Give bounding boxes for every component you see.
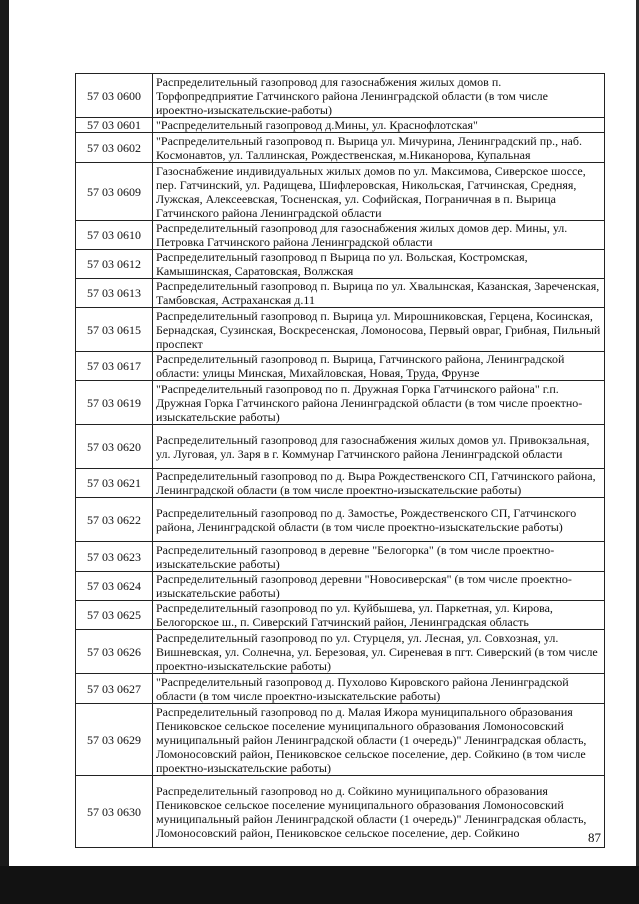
object-description-cell: Распределительный газопровод для газоснабжения жилых домов п. Торфопредприятие Гатчинского района Ленинградской области (в том числе ироектно-изыскательские-работы) — [153, 74, 605, 118]
table-row — [76, 542, 605, 572]
object-code-cell: 57 03 0617 — [76, 352, 153, 381]
object-code-cell: 57 03 0630 — [76, 776, 153, 848]
object-code-cell: 57 03 0613 — [76, 279, 153, 308]
table-row — [76, 425, 605, 469]
table-body — [76, 74, 605, 848]
table-row — [76, 630, 605, 674]
table-row — [76, 381, 605, 425]
object-description-cell: Газоснабжение индивидуальных жилых домов по ул. Максимова, Сиверское шоссе, пер. Гатчинский, ул. Радищева, Шифлеровская, Никольская, Гатчинская, Средняя, Лужская, Алексеевская, Тосненская, ул. Софийская, Пограничная в п. Вырица Гатчинского района Ленинградской области — [153, 163, 605, 221]
table-row — [76, 221, 605, 250]
object-code-cell: 57 03 0624 — [76, 572, 153, 601]
object-code-cell: 57 03 0610 — [76, 221, 153, 250]
object-description-cell: Распределительный газопровод по ул. Куйбышева, ул. Паркетная, ул. Кирова, Белогорское ш., п. Сиверский Гатчинский район, Ленинградская область — [153, 601, 605, 630]
object-description-cell: Распределительный газопровод п. Вырица по ул. Хвалынская, Казанская, Зареченская, Тамбовская, Астраханская д.11 — [153, 279, 605, 308]
table-row — [76, 74, 605, 118]
object-code-cell: 57 03 0600 — [76, 74, 153, 118]
object-description-cell: Распределительный газопровод деревни "Новосиверская" (в том числе проектно-изыскательские работы) — [153, 572, 605, 601]
object-code-cell: 57 03 0627 — [76, 674, 153, 704]
object-description-cell: Распределительный газопровод в деревне "Белогорка" (в том числе проектно-изыскательские работы) — [153, 542, 605, 572]
page-number: 87 — [588, 830, 601, 845]
table-row — [76, 674, 605, 704]
table-row — [76, 118, 605, 133]
table-row — [76, 469, 605, 498]
table-row — [76, 498, 605, 542]
scan-edge-bottom — [0, 866, 639, 904]
object-description-cell: Распределительный газопровод по д. Замостье, Рождественского СП, Гатчинского района, Ленинградской области (в том числе проектно-изыскательские работы) — [153, 498, 605, 542]
table-row — [76, 601, 605, 630]
object-description-cell: Распределительный газопровод для газоснабжения жилых домов ул. Привокзальная, ул. Луговая, ул. Заря в г. Коммунар Гатчинского района Ленинградской области — [153, 425, 605, 469]
table-row — [76, 308, 605, 352]
object-description-cell: Распределительный газопровод по д. Выра Рождественского СП, Гатчинского района, Ленинградской области (в том числе проектно-изыскательские работы) — [153, 469, 605, 498]
object-description-cell: "Распределительный газопровод по п. Дружная Горка Гатчинского района" г.п. Дружная Горка Гатчинского района Ленинградской области (в том числе проектно-изыскательские работы) — [153, 381, 605, 425]
object-code-cell: 57 03 0623 — [76, 542, 153, 572]
scan-edge-left — [0, 0, 9, 904]
object-code-cell: 57 03 0621 — [76, 469, 153, 498]
object-code-cell: 57 03 0625 — [76, 601, 153, 630]
object-description-cell: Распределительный газопровод п. Вырица ул. Мирошниковская, Герцена, Косинская, Бернадская, Сузинская, Воскресенская, Ломоносова, Первый овраг, Грибная, Пильный проспект — [153, 308, 605, 352]
object-description-cell: Распределительный газопровод по д. Малая Ижора муниципального образования Пениковское сельское поселение муниципального образования Ломоносовский муниципальный район Ленинградской области (1 очередь)" Ленинградская область, Ломоносовский район, Пениковское сельское поселение, дер. Сойкино (в том числе проектно-изыскательские работы) — [153, 704, 605, 776]
object-description-cell: "Распределительный газопровод п. Вырица ул. Мичурина, Ленинградский пр., наб. Космонавтов, ул. Таллинская, Рождественская, м.Никанорова, Купальная — [153, 133, 605, 163]
object-code-cell: 57 03 0626 — [76, 630, 153, 674]
table-row — [76, 352, 605, 381]
object-code-cell: 57 03 0629 — [76, 704, 153, 776]
object-description-cell: Распределительный газопровод для газоснабжения жилых домов дер. Мины, ул. Петровка Гатчинского района Ленинградской области — [153, 221, 605, 250]
object-description-cell: Распределительный газопровод п Вырица по ул. Вольская, Костромская, Камышинская, Саратовская, Волжская — [153, 250, 605, 279]
object-code-cell: 57 03 0612 — [76, 250, 153, 279]
table-row — [76, 776, 605, 848]
table-row — [76, 572, 605, 601]
table-row — [76, 279, 605, 308]
object-description-cell: "Распределительный газопровод д.Мины, ул. Краснофлотская" — [153, 118, 605, 133]
object-code-cell: 57 03 0620 — [76, 425, 153, 469]
object-description-cell: "Распределительный газопровод д. Пухолово Кировского района Ленинградской области (в том числе проектно-изыскательские работы) — [153, 674, 605, 704]
gas-pipeline-registry-table — [75, 73, 605, 848]
object-description-cell: Распределительный газопровод п. Вырица, Гатчинского района, Ленинградской области: улицы Минская, Михайловская, Новая, Труда, Фрунзе — [153, 352, 605, 381]
object-code-cell: 57 03 0609 — [76, 163, 153, 221]
table-row — [76, 704, 605, 776]
table-row — [76, 250, 605, 279]
object-code-cell: 57 03 0601 — [76, 118, 153, 133]
object-code-cell: 57 03 0622 — [76, 498, 153, 542]
table-row — [76, 163, 605, 221]
object-description-cell: Распределительный газопровод по ул. Стурцеля, ул. Лесная, ул. Совхозная, ул. Вишневская, ул. Солнечна, ул. Березовая, ул. Сиреневая в пгт. Сиверский (в том числе проектно-изыскательские работы) — [153, 630, 605, 674]
table-row — [76, 133, 605, 163]
object-description-cell: Распределительный газопровод но д. Сойкино муниципального образования Пениковское сельское поселение муниципального образования Ломоносовский муниципальный район Ленинградской области (1 очередь)" Ленинградская область, Ломоносовский район, Пениковское сельское поселение, дер. Сойкино — [153, 776, 605, 848]
object-code-cell: 57 03 0602 — [76, 133, 153, 163]
object-code-cell: 57 03 0619 — [76, 381, 153, 425]
object-code-cell: 57 03 0615 — [76, 308, 153, 352]
